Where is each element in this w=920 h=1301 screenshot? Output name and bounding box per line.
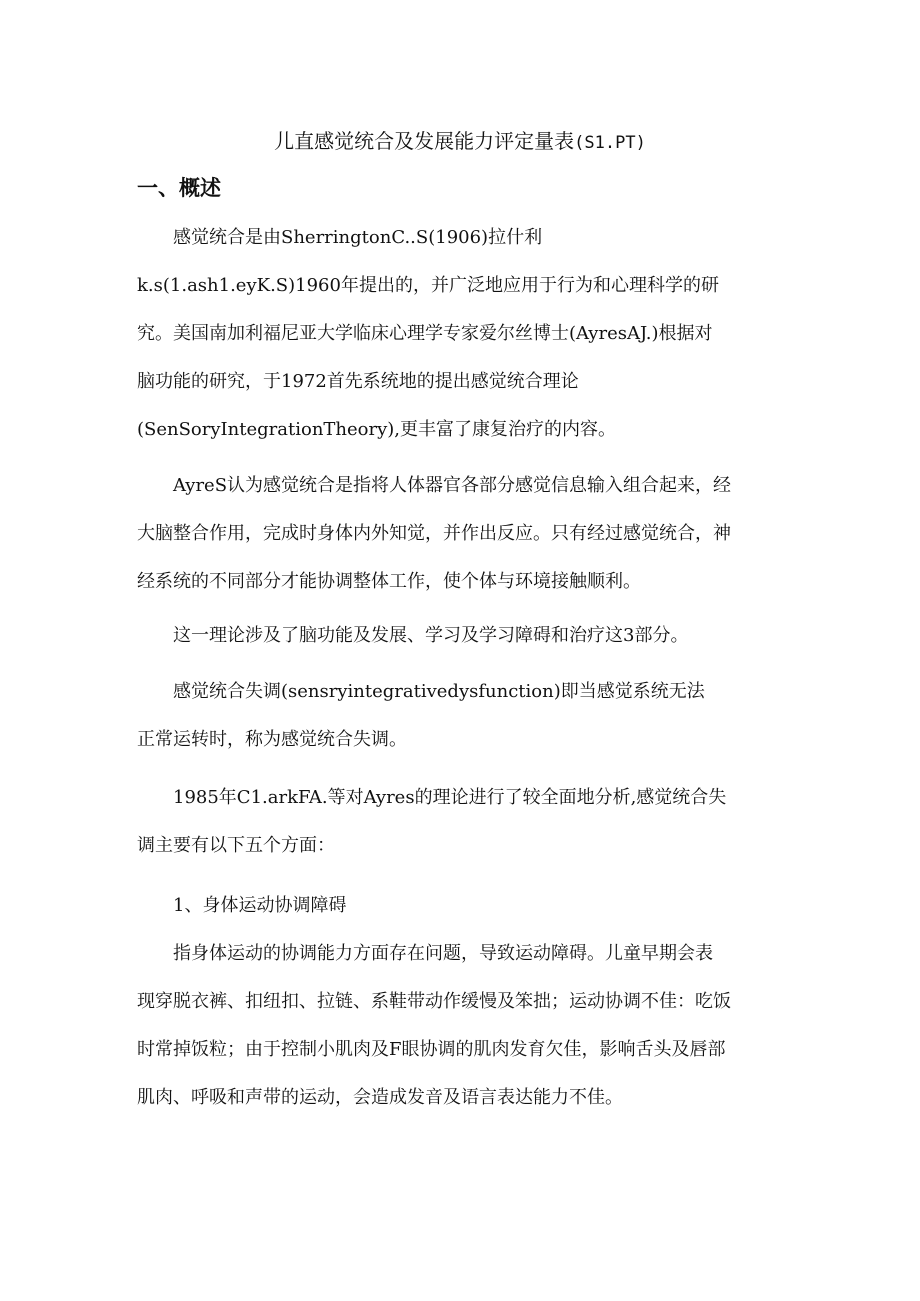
paragraph-line: 究。美国南加利福尼亚大学临床心理学专家爱尔丝博士(AyresAJ.)根据对 bbox=[137, 323, 713, 344]
paragraph-intro bbox=[137, 214, 787, 454]
paragraph-line: 脑功能的研究，于1972首先系统地的提出感觉统合理论 bbox=[137, 371, 579, 392]
document-title bbox=[160, 126, 760, 158]
paragraph-ayres-definition bbox=[137, 462, 787, 606]
paragraph-line: 这一理论涉及了脑功能及发展、学习及学习障碍和治疗这3部分。 bbox=[173, 625, 689, 646]
paragraph-line: 大脑整合作用，完成时身体内外知觉，并作出反应。只有经过感觉统合，神 bbox=[137, 523, 731, 544]
paragraph-line: 感觉统合失调(sensryintegrativedysfunction)即当感觉系统无法 bbox=[173, 681, 705, 702]
paragraph-theory-scope bbox=[137, 612, 787, 660]
paragraph-line: 经系统的不同部分才能协调整体工作，使个体与环境接触顺利。 bbox=[137, 571, 641, 592]
paragraph-line: k.s(1.ash1.eyK.S)1960年提出的，并广泛地应用于行为和心理科学的研 bbox=[137, 275, 719, 296]
paragraph-line: 时常掉饭粒；由于控制小肌肉及F眼协调的肌肉发育欠佳，影响舌头及唇部 bbox=[137, 1039, 726, 1060]
title-chinese: 儿直感觉统合及发展能力评定量表 bbox=[274, 129, 575, 153]
paragraph-motor-coordination bbox=[137, 930, 787, 1122]
paragraph-clark-analysis bbox=[137, 774, 787, 870]
paragraph-line: 调主要有以下五个方面： bbox=[137, 835, 335, 856]
section-heading: 一、概述 bbox=[137, 176, 221, 200]
paragraph-line: 感觉统合是由SherringtonC..S(1906)拉什利 bbox=[173, 227, 543, 248]
title-abbreviation: (S1.PT) bbox=[574, 133, 646, 153]
paragraph-line: 正常运转时，称为感觉统合失调。 bbox=[137, 729, 407, 750]
list-item-motor-coordination: 1、身体运动协调障碍 bbox=[173, 895, 347, 916]
paragraph-line: (SenSoryIntegrationTheory),更丰富了康复治疗的内容。 bbox=[137, 419, 617, 440]
paragraph-line: 指身体运动的协调能力方面存在问题，导致运动障碍。儿童早期会表 bbox=[173, 943, 713, 964]
paragraph-line: 现穿脱衣裤、扣纽扣、拉链、系鞋带动作缓慢及笨拙；运动协调不佳：吃饭 bbox=[137, 991, 731, 1012]
paragraph-dysfunction bbox=[137, 668, 787, 764]
paragraph-line: 肌肉、呼吸和声带的运动，会造成发音及语言表达能力不佳。 bbox=[137, 1087, 623, 1108]
paragraph-line: AyreS认为感觉统合是指将人体器官各部分感觉信息输入组合起来，经 bbox=[173, 475, 732, 496]
paragraph-line: 1985年C1.arkFA.等对Ayres的理论进行了较全面地分析,感觉统合失 bbox=[173, 787, 727, 808]
